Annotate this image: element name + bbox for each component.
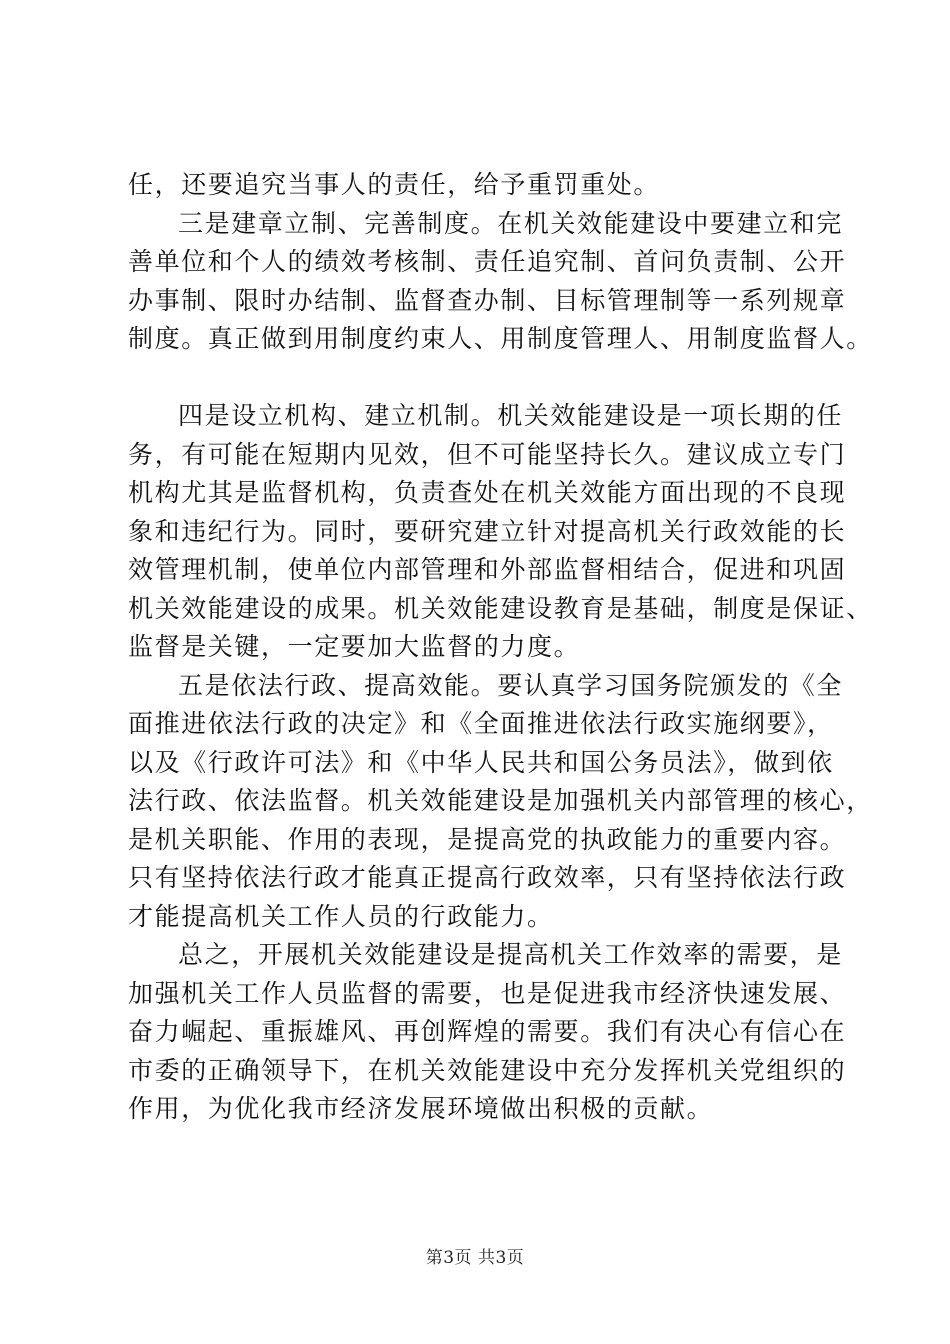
- text-line: 以及《行政许可法》和《中华人民共和国公务员法》，做到依: [128, 747, 834, 777]
- text-line: 市委的正确领导下，在机关效能建设中充分发挥机关党组织的: [128, 1055, 847, 1085]
- text-line: 任，还要追究当事人的责任，给予重罚重处。: [128, 170, 661, 199]
- text-line: 作用，为优化我市经济发展环境做出积极的贡献。: [128, 1094, 714, 1123]
- paragraph-gap: [128, 359, 828, 398]
- paragraph-start-line: 总之，开展机关效能建设是提高机关工作效率的需要，是: [178, 940, 844, 969]
- paragraph-start-line: 三是建章立制、完善制度。在机关效能建设中要建立和完: [178, 208, 844, 238]
- text-line: 面推进依法行政的决定》和《全面推进依法行政实施纲要》，: [128, 709, 834, 738]
- text-line: 法行政、依法监督。机关效能建设是加强机关内部管理的核心，: [128, 786, 873, 815]
- text-line: 善单位和个人的绩效考核制、责任追究制、首问负责制、公开: [128, 247, 847, 276]
- document-body: [128, 166, 873, 1129]
- text-line: 制度。真正做到用制度约束人、用制度管理人、用制度监督人。: [128, 324, 873, 353]
- text-line: 象和违纪行为。同时，要研究建立针对提高机关行政效能的长: [128, 516, 847, 546]
- text-line: 机关效能建设的成果。机关效能建设教育是基础，制度是保证、: [128, 593, 873, 623]
- text-line: 加强机关工作人员监督的需要，也是促进我市经济快速发展、: [128, 978, 847, 1008]
- page-number-label: 第3页 共3页: [425, 1248, 525, 1268]
- text-line: 只有坚持依法行政才能真正提高行政效率，只有坚持依法行政: [128, 863, 847, 892]
- text-line: 效管理机制，使单位内部管理和外部监督相结合，促进和巩固: [128, 555, 847, 584]
- text-line: 监督是关键，一定要加大监督的力度。: [128, 632, 581, 661]
- text-line: 才能提高机关工作人员的行政能力。: [128, 901, 554, 931]
- text-line: 办事制、限时办结制、监督查办制、目标管理制等一系列规章: [128, 285, 847, 315]
- page-footer: [0, 1243, 950, 1268]
- text-line: 机构尤其是监督机构，负责查处在机关效能方面出现的不良现: [128, 478, 847, 507]
- text-line: 务，有可能在短期内见效，但不可能坚持长久。建议成立专门: [128, 439, 847, 469]
- text-line: 是机关职能、作用的表现，是提高党的执政能力的重要内容。: [128, 824, 847, 854]
- paragraph-start-line: 四是设立机构、建立机制。机关效能建设是一项长期的任: [178, 401, 844, 430]
- text-line: 奋力崛起、重振雄风、再创辉煌的需要。我们有决心有信心在: [128, 1017, 847, 1046]
- paragraph-start-line: 五是依法行政、提高效能。要认真学习国务院颁发的《全: [178, 670, 844, 700]
